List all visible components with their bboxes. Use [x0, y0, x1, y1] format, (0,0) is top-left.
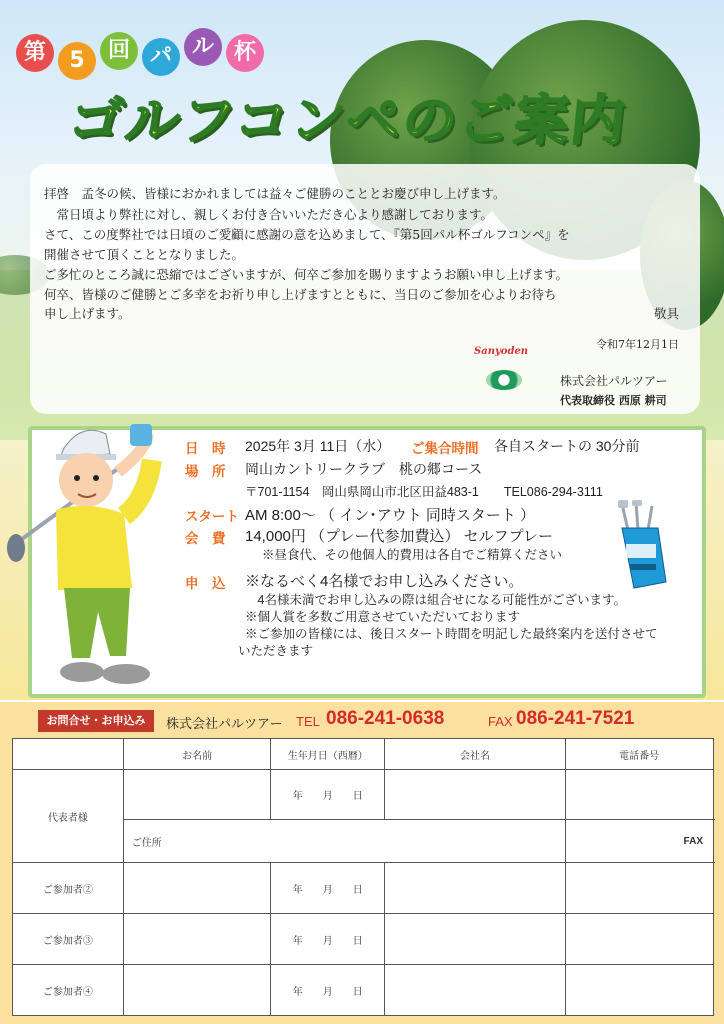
form-header-company: 会社名: [385, 739, 566, 770]
letter-line: 開催させて頂くこととなりました。: [44, 247, 245, 262]
start-value: AM 8:00～ （ イン･アウト 同時スタート ）: [245, 507, 536, 524]
form-cell-company[interactable]: [385, 965, 566, 1016]
form-cell-phone[interactable]: [565, 914, 713, 965]
form-cell-company[interactable]: [385, 863, 566, 914]
form-cell-name[interactable]: [123, 863, 271, 914]
form-cell-name[interactable]: [123, 965, 271, 1016]
form-cell-phone[interactable]: [565, 770, 713, 820]
title-badge: パ: [142, 38, 180, 76]
date-label: 日 時: [185, 441, 226, 457]
form-label-participant: ご参加者④: [13, 965, 124, 1016]
form-header-birthdate: 生年月日（西暦）: [271, 739, 385, 770]
letter-date: 令和7年12月1日: [596, 338, 679, 351]
tel-number[interactable]: 086-241-0638: [326, 708, 445, 729]
form-cell-phone[interactable]: [565, 965, 713, 1016]
place-value: 岡山カントリークラブ 桃の郷コース: [245, 461, 483, 477]
form-cell-company[interactable]: [385, 914, 566, 965]
form-cell-fax[interactable]: [713, 820, 714, 863]
title-badge: 杯: [226, 34, 264, 72]
meeting-time-value: 各自スタートの 30分前: [494, 438, 640, 454]
place-label: 場 所: [185, 464, 226, 480]
company-logo-text: Sanyoden: [474, 346, 529, 357]
application-label: 申 込: [185, 576, 226, 592]
address-value: 〒701-1154 岡山県岡山市北区田益483-1 TEL086-294-3111: [245, 485, 603, 499]
title-badge: 第: [16, 34, 54, 72]
fee-label: 会 費: [185, 531, 226, 547]
company-logo-icon: [486, 370, 522, 390]
letter-closing: 敬具: [654, 306, 680, 321]
tel-prefix: TEL: [296, 714, 320, 729]
form-cell-company[interactable]: [385, 770, 566, 820]
application-form-table: [12, 738, 714, 1016]
title-badge: 5: [58, 42, 96, 80]
company-name: 株式会社パルツアー: [560, 374, 668, 388]
form-cell-birthdate[interactable]: 年 月 日: [271, 914, 385, 965]
form-cell-name[interactable]: [123, 914, 271, 965]
form-label-address: ご住所: [131, 837, 162, 849]
fee-value: 14,000円 （プレー代参加費込） セルフプレー: [245, 528, 554, 545]
form-label-participant: ご参加者②: [13, 863, 124, 914]
form-cell-birthdate[interactable]: 年 月 日: [271, 863, 385, 914]
company-representative: 代表取締役 西原 耕司: [560, 394, 667, 407]
letter-line: 常日頃より弊社に対し、親しくお付き合いいただき心より感謝しております。: [44, 207, 494, 222]
form-label-representative: 代表者様: [13, 770, 124, 863]
meeting-time-label: ご集合時間: [411, 441, 479, 457]
form-label-participant: ご参加者③: [13, 914, 124, 965]
letter-line: 拝啓 孟冬の候、皆様におかれましては益々ご健勝のこととお慶び申し上げます。: [44, 186, 506, 201]
page-title: ゴルフコンペのご案内: [66, 89, 631, 152]
letter-line: 何卒、皆様のご健勝とご多幸をお祈り申し上げますとともに、当日のご参加を心よりお待ち: [44, 287, 557, 302]
application-line: いただきます: [238, 644, 314, 658]
letter-line: 申し上げます。: [44, 306, 131, 321]
title-badge: 回: [100, 32, 138, 70]
start-label: スタート: [185, 509, 239, 525]
fee-note: ※昼食代、その他個人的費用は各自でご精算ください: [262, 548, 563, 562]
form-header-name: お名前: [123, 739, 271, 770]
form-cell-birthdate[interactable]: 年 月 日: [271, 770, 385, 820]
form-cell-phone[interactable]: [565, 863, 713, 914]
form-cell-address[interactable]: [123, 820, 565, 863]
fax-prefix: FAX: [488, 714, 513, 729]
golfer-illustration: [6, 420, 186, 695]
form-header-phone: 電話番号: [565, 739, 713, 770]
title-badge: ル: [184, 28, 222, 66]
letter-line: ご多忙のところ誠に恐縮ではございますが、何卒ご参加を賜りますようお願い申し上げます。: [44, 267, 569, 282]
letter-line: さて、この度弊社では日頃のご愛顧に感謝の意を込めまして、『第5回パル杯ゴルフコンペ』を: [44, 227, 570, 242]
contact-label: お問合せ・お申込み: [38, 710, 154, 732]
application-line: 4名様未満でお申し込みの際は組合せになる可能性がございます。: [245, 593, 626, 607]
form-cell-name[interactable]: [123, 770, 271, 820]
fax-number: 086-241-7521: [516, 708, 635, 729]
form-header-blank: [13, 739, 124, 770]
form-label-fax: FAX: [565, 820, 713, 863]
contact-company: 株式会社パルツアー: [166, 716, 283, 731]
golf-bag-icon: [612, 500, 678, 590]
application-line: ※なるべく4名様でお申し込みください。: [245, 573, 524, 590]
application-line: ※個人賞を多数ご用意させていただいております: [245, 610, 521, 624]
application-line: ※ご参加の皆様には、後日スタート時間を明記した最終案内を送付させて: [245, 627, 658, 641]
form-cell-birthdate[interactable]: 年 月 日: [271, 965, 385, 1016]
date-value: 2025年 3月 11日（水）: [245, 438, 391, 454]
